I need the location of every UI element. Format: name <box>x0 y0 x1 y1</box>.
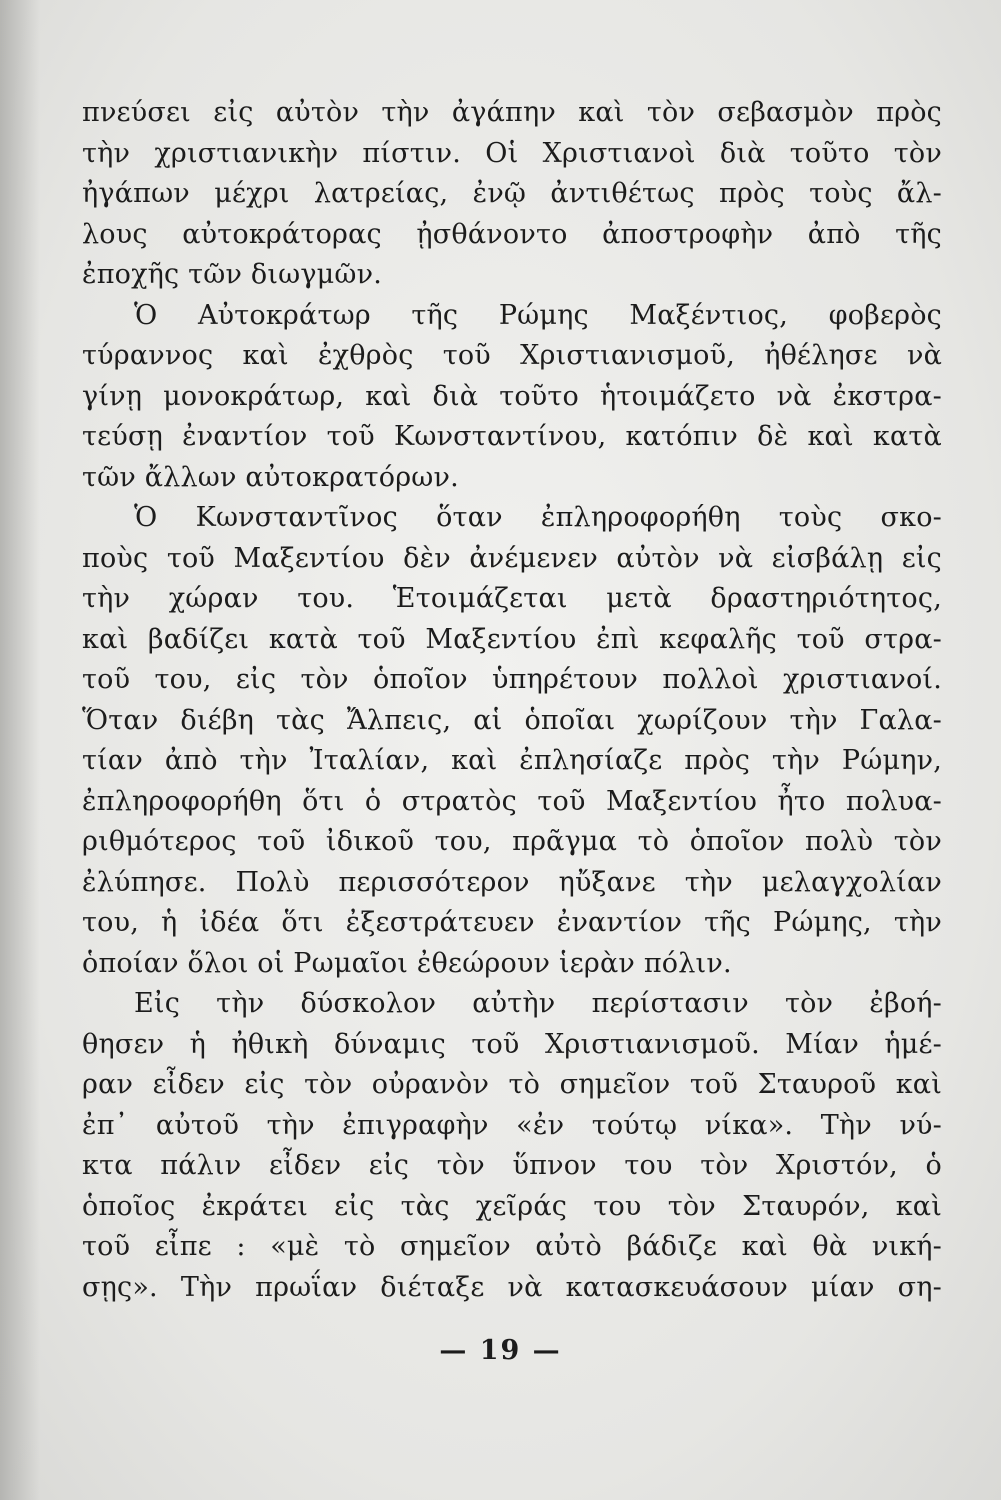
text-line: τὴν χώραν του. Ἑτοιμάζεται μετὰ δραστηριότητος, <box>82 583 942 614</box>
text-line: τῶν ἄλλων αὐτοκρατόρων. <box>82 461 459 493</box>
text-line: τοῦ εἶπε : «μὲ τὸ σημεῖον αὐτὸ βάδιζε καὶ θὰ νική- <box>82 1231 942 1262</box>
text-line: ἠγάπων μέχρι λατρείας, ἐνῷ ἀντιθέτως πρὸς τοὺς ἄλ- <box>82 178 942 209</box>
text-line: Ὁ Αὐτοκράτωρ τῆς Ρώμης Μαξέντιος, φοβερὸς <box>134 299 942 331</box>
text-line: τοῦ του, εἰς τὸν ὁποῖον ὑπηρέτουν πολλοὶ χριστιανοί. <box>82 664 942 695</box>
text-line: σῃς». Τὴν πρωΐαν διέταξε νὰ κατασκευάσουν μίαν ση- <box>82 1271 942 1303</box>
text-line: τίαν ἀπὸ τὴν Ἰταλίαν, καὶ ἐπλησίαζε πρὸς τὴν Ρώμην, <box>82 745 942 776</box>
page-number: — 19 — <box>439 1335 562 1366</box>
text-line: ριθμότερος τοῦ ἰδικοῦ του, πρᾶγμα τὸ ὁποῖον πολὺ τὸν <box>82 826 942 857</box>
body-text <box>82 93 942 1308</box>
text-line: λους αὐτοκράτορας ᾐσθάνοντο ἀποστροφὴν ἀπὸ τῆς <box>82 218 942 250</box>
text-line: ραν εἶδεν εἰς τὸν οὐρανὸν τὸ σημεῖον τοῦ Σταυροῦ καὶ <box>82 1069 942 1100</box>
binding-shadow <box>0 0 40 1500</box>
text-line: ἐποχῆς τῶν διωγμῶν. <box>82 259 383 290</box>
text-line: τὴν χριστιανικὴν πίστιν. Οἱ Χριστιανοὶ διὰ τοῦτο τὸν <box>82 137 942 169</box>
text-line: του, ἡ ἰδέα ὅτι ἐξεστράτευεν ἐναντίον τῆς Ρώμης, τὴν <box>82 907 942 938</box>
text-line: πνεύσει εἰς αὐτὸν τὴν ἀγάπην καὶ τὸν σεβασμὸν πρὸς <box>82 97 942 128</box>
text-line: Ὅταν διέβη τὰς Ἄλπεις, αἱ ὁποῖαι χωρίζουν τὴν Γαλα- <box>82 704 942 736</box>
text-line: καὶ βαδίζει κατὰ τοῦ Μαξεντίου ἐπὶ κεφαλῆς τοῦ στρα- <box>82 623 942 655</box>
text-line: ὁποῖος ἐκράτει εἰς τὰς χεῖράς του τὸν Σταυρόν, καὶ <box>82 1190 942 1222</box>
text-line: τύραννος καὶ ἐχθρὸς τοῦ Χριστιανισμοῦ, ἠθέλησε νὰ <box>82 340 942 371</box>
text-line: Ὁ Κωνσταντῖνος ὅταν ἐπληροφορήθη τοὺς σκο- <box>134 502 942 533</box>
text-line: γίνῃ μονοκράτωρ, καὶ διὰ τοῦτο ἡτοιμάζετο νὰ ἐκστρα- <box>82 380 942 412</box>
text-line: ἐπ᾽ αὐτοῦ τὴν ἐπιγραφὴν «ἐν τούτῳ νίκα». Τὴν νύ- <box>82 1109 942 1141</box>
text-line: κτα πάλιν εἶδεν εἰς τὸν ὕπνον του τὸν Χριστόν, ὁ <box>82 1150 942 1181</box>
text-line: ἐλύπησε. Πολὺ περισσότερον ηὔξανε τὴν μελαγχολίαν <box>82 866 942 898</box>
text-line: ὁποίαν ὅλοι οἱ Ρωμαῖοι ἐθεώρουν ἱερὰν πόλιν. <box>82 947 732 979</box>
text-line: Εἰς τὴν δύσκολον αὐτὴν περίστασιν τὸν ἐβοή- <box>134 988 942 1019</box>
text-line: ποὺς τοῦ Μαξεντίου δὲν ἀνέμενεν αὐτὸν νὰ εἰσβάλῃ εἰς <box>82 542 942 574</box>
text-line: θησεν ἡ ἠθικὴ δύναμις τοῦ Χριστιανισμοῦ. Μίαν ἡμέ- <box>82 1028 942 1060</box>
text-line: τεύσῃ ἐναντίον τοῦ Κωνσταντίνου, κατόπιν δὲ καὶ κατὰ <box>82 421 942 452</box>
text-line: ἐπληροφορήθη ὅτι ὁ στρατὸς τοῦ Μαξεντίου ἦτο πολυα- <box>82 785 942 817</box>
